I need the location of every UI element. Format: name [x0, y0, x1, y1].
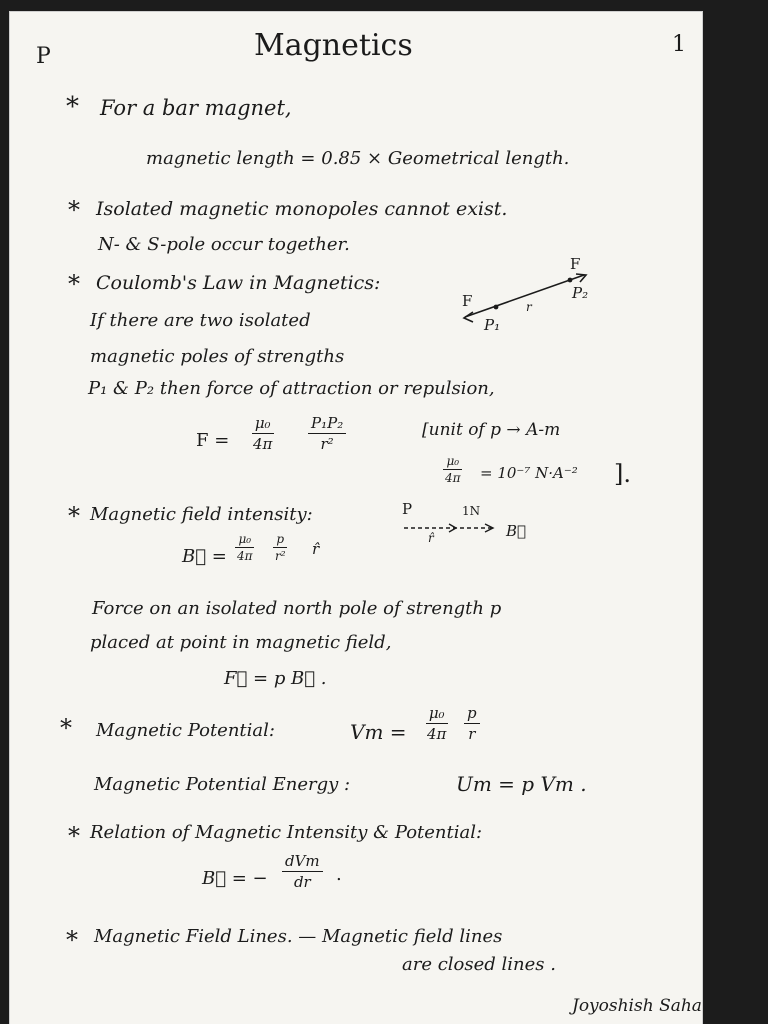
field-diagram-rhat: r̂: [428, 531, 434, 545]
diagram-p1: P₁: [484, 316, 501, 334]
force-formula: F⃗ = p B⃗ .: [224, 668, 327, 689]
field-diagram-arrows: [10, 12, 702, 1024]
page-number: 1: [672, 32, 686, 57]
potential-heading: Magnetic Potential:: [96, 720, 275, 741]
potential-lhs: Vm =: [350, 720, 407, 744]
relation-fraction: dVm dr: [282, 852, 323, 891]
unit-note: [unit of p → A-m: [422, 420, 561, 440]
potential-energy-formula: Um = p Vm .: [456, 772, 587, 796]
bullet-potential: *: [60, 714, 72, 742]
coulomb-formula-fraction: $\frac{\text{P₁P₂}}{\text{r²}}$: [308, 414, 346, 453]
header-left-mark: P: [36, 44, 51, 69]
diagram-f-right: F: [570, 255, 581, 273]
bullet-bar-magnet: *: [66, 92, 79, 122]
diagram-f-left: F: [462, 292, 473, 310]
coulomb-heading: Coulomb's Law in Magnetics:: [96, 272, 381, 294]
constant-value: = 10⁻⁷ N·A⁻²: [480, 464, 578, 482]
relation-heading: Relation of Magnetic Intensity & Potential:: [90, 822, 483, 843]
potential-fraction: $\frac{p}{r}$: [464, 704, 480, 743]
coulomb-formula-const: $\frac{\text{μ₀}}{4\pi}$: [253, 414, 273, 453]
monopoles-line2: N- & S-pole occur together.: [98, 234, 350, 255]
notebook-page: [10, 12, 702, 1024]
diagram-p2: P₂: [572, 284, 589, 302]
field-diagram-b: B⃗: [506, 522, 527, 540]
bullet-field-lines: *: [66, 926, 78, 954]
bullet-field-intensity: *: [68, 502, 80, 530]
monopoles-line1: Isolated magnetic monopoles cannot exist.: [96, 198, 508, 220]
bar-magnet-line1: For a bar magnet,: [100, 96, 292, 120]
field-lines-line2: are closed lines .: [402, 954, 556, 975]
force-line2: placed at point in magnetic field,: [90, 632, 392, 653]
bar-magnet-line2: magnetic length = 0.85 × Geometrical length.: [146, 148, 570, 169]
coulomb-formula-lhs: F =: [196, 430, 230, 451]
force-line1: Force on an isolated north pole of strength p: [92, 598, 502, 619]
page-title: Magnetics: [254, 28, 413, 63]
relation-end: .: [336, 864, 342, 885]
field-formula-fraction: $\frac{p}{\text{r²}}$: [275, 532, 286, 563]
potential-energy-label: Magnetic Potential Energy :: [94, 774, 351, 795]
bullet-relation: *: [68, 822, 80, 850]
field-formula-lhs: B⃗ =: [182, 546, 227, 567]
coulomb-line1: If there are two isolated: [90, 310, 311, 331]
coulomb-line2: magnetic poles of strengths: [90, 346, 345, 367]
signature: Joyoshish Saha: [572, 996, 702, 1016]
field-formula-rhat: r̂: [312, 540, 320, 558]
constant-close: ].: [614, 460, 631, 488]
field-diagram-unit: 1N: [462, 504, 481, 518]
relation-lhs: B⃗ = −: [202, 868, 268, 889]
field-diagram-p: P: [402, 500, 413, 518]
potential-const: $\frac{\text{μ₀}}{4\pi}$: [427, 704, 447, 743]
field-formula-const: $\frac{\text{μ₀}}{4\pi}$: [237, 532, 253, 563]
constant-fraction: $\frac{\text{μ₀}}{4\pi}$: [445, 454, 461, 485]
field-lines-line1: Magnetic Field Lines. — Magnetic field lines: [94, 926, 503, 947]
diagram-r: r: [526, 300, 532, 314]
field-intensity-heading: Magnetic field intensity:: [90, 504, 313, 525]
bullet-monopoles: *: [68, 196, 80, 224]
bullet-coulomb: *: [68, 270, 80, 298]
coulomb-line3: P₁ & P₂ then force of attraction or repulsion,: [88, 378, 495, 399]
